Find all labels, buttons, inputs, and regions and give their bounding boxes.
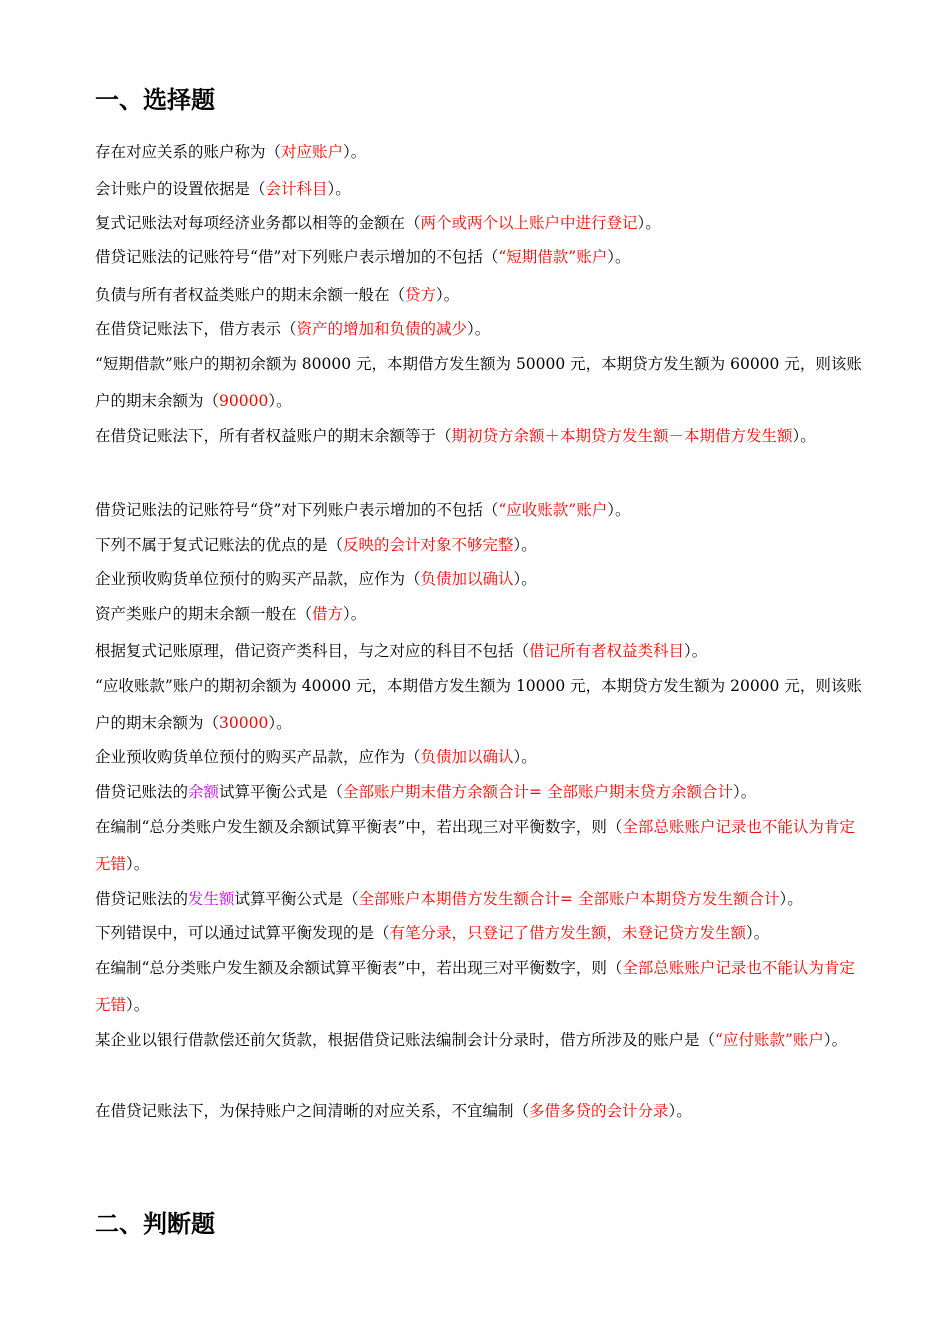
- answer: “应收账款”账户: [498, 501, 608, 519]
- answer: 借方: [312, 605, 344, 623]
- highlight-term: 余额: [188, 783, 220, 801]
- question-4: 借贷记账法的记账符号“借”对下列账户表示增加的不包括（“短期借款”账户）。: [95, 248, 631, 266]
- question-9: 借贷记账法的记账符号“贷”对下列账户表示增加的不包括（“应收账款”账户）。: [95, 501, 631, 519]
- answer: 多借多贷的会计分录: [529, 1102, 669, 1120]
- question-16: 借贷记账法的余额试算平衡公式是（全部账户期末借方余额合计= 全部账户期末贷方余额合计）。: [95, 783, 757, 801]
- question-15: 企业预收购货单位预付的购买产品款，应作为（负债加以确认）。: [95, 748, 537, 766]
- answer: 对应账户: [281, 143, 344, 161]
- answer: 贷方: [405, 286, 437, 304]
- question-21: 某企业以银行借款偿还前欠货款，根据借贷记账法编制会计分录时，借方所涉及的账户是（“应付账款”账户）。: [95, 1031, 848, 1049]
- answer: 负债加以确认: [420, 570, 514, 588]
- question-12: 资产类账户的期末余额一般在（借方）。: [95, 605, 367, 623]
- answer: 反映的会计对象不够完整: [343, 536, 514, 554]
- question-2: 会计账户的设置依据是（会计科目）。: [95, 180, 351, 198]
- answer: 借记所有者权益类科目: [529, 642, 685, 660]
- question-20: 在编制“总分类账户发生额及余额试算平衡表”中，若出现三对平衡数字，则（全部总账账户记录也不能认为肯定无错）。: [95, 959, 855, 1014]
- section-title-choice: 一、选择题: [95, 86, 215, 114]
- question-22: 在借贷记账法下，为保持账户之间清晰的对应关系，不宜编制（多借多贷的会计分录）。: [95, 1102, 692, 1120]
- question-1: 存在对应关系的账户称为（对应账户）。: [95, 143, 367, 161]
- answer: 30000: [219, 714, 269, 732]
- question-8: 在借贷记账法下，所有者权益账户的期末余额等于（期初贷方余额＋本期贷方发生额－本期借方发生额）。: [95, 427, 816, 445]
- question-17: 在编制“总分类账户发生额及余额试算平衡表”中，若出现三对平衡数字，则（全部总账账户记录也不能认为肯定无错）。: [95, 818, 855, 873]
- question-18: 借贷记账法的发生额试算平衡公式是（全部账户本期借方发生额合计= 全部账户本期贷方发生额合计）。: [95, 890, 803, 908]
- answer: 期初贷方余额＋本期贷方发生额－本期借方发生额: [451, 427, 793, 445]
- answer: 全部总账账户记录也不能认为肯定无错: [95, 959, 855, 1014]
- question-10: 下列不属于复式记账法的优点的是（反映的会计对象不够完整）。: [95, 536, 537, 554]
- answer: “短期借款”账户: [498, 248, 608, 266]
- section-title-judgment: 二、判断题: [95, 1210, 215, 1238]
- answer: 会计科目: [265, 180, 328, 198]
- question-7: “短期借款”账户的期初余额为 80000 元，本期借方发生额为 50000 元，本期贷方发生额为 60000 元，则该账户的期末余额为（90000）。: [95, 355, 862, 410]
- question-6: 在借贷记账法下，借方表示（资产的增加和负债的减少）。: [95, 320, 491, 338]
- question-5: 负债与所有者权益类账户的期末余额一般在（贷方）。: [95, 286, 460, 304]
- question-14: “应收账款”账户的期初余额为 40000 元，本期借方发生额为 10000 元，本期贷方发生额为 20000 元，则该账户的期末余额为（30000）。: [95, 677, 862, 732]
- question-3: 复式记账法对每项经济业务都以相等的金额在（两个或两个以上账户中进行登记）。: [95, 214, 661, 232]
- answer: 全部账户期末借方余额合计= 全部账户期末贷方余额合计: [343, 783, 733, 801]
- question-19: 下列错误中，可以通过试算平衡发现的是（有笔分录，只登记了借方发生额，未登记贷方发生额）。: [95, 924, 770, 942]
- answer: 两个或两个以上账户中进行登记: [420, 214, 638, 232]
- highlight-term: 发生额: [188, 890, 235, 908]
- question-11: 企业预收购货单位预付的购买产品款，应作为（负债加以确认）。: [95, 570, 537, 588]
- answer: 负债加以确认: [420, 748, 514, 766]
- answer: 全部总账账户记录也不能认为肯定无错: [95, 818, 855, 873]
- answer: 90000: [219, 392, 269, 410]
- question-13: 根据复式记账原理，借记资产类科目，与之对应的科目不包括（借记所有者权益类科目）。: [95, 642, 708, 660]
- answer: 资产的增加和负债的减少: [296, 320, 468, 338]
- answer: 有笔分录，只登记了借方发生额，未登记贷方发生额: [389, 924, 747, 942]
- answer: 全部账户本期借方发生额合计= 全部账户本期贷方发生额合计: [358, 890, 780, 908]
- answer: “应付账款”账户: [715, 1031, 824, 1049]
